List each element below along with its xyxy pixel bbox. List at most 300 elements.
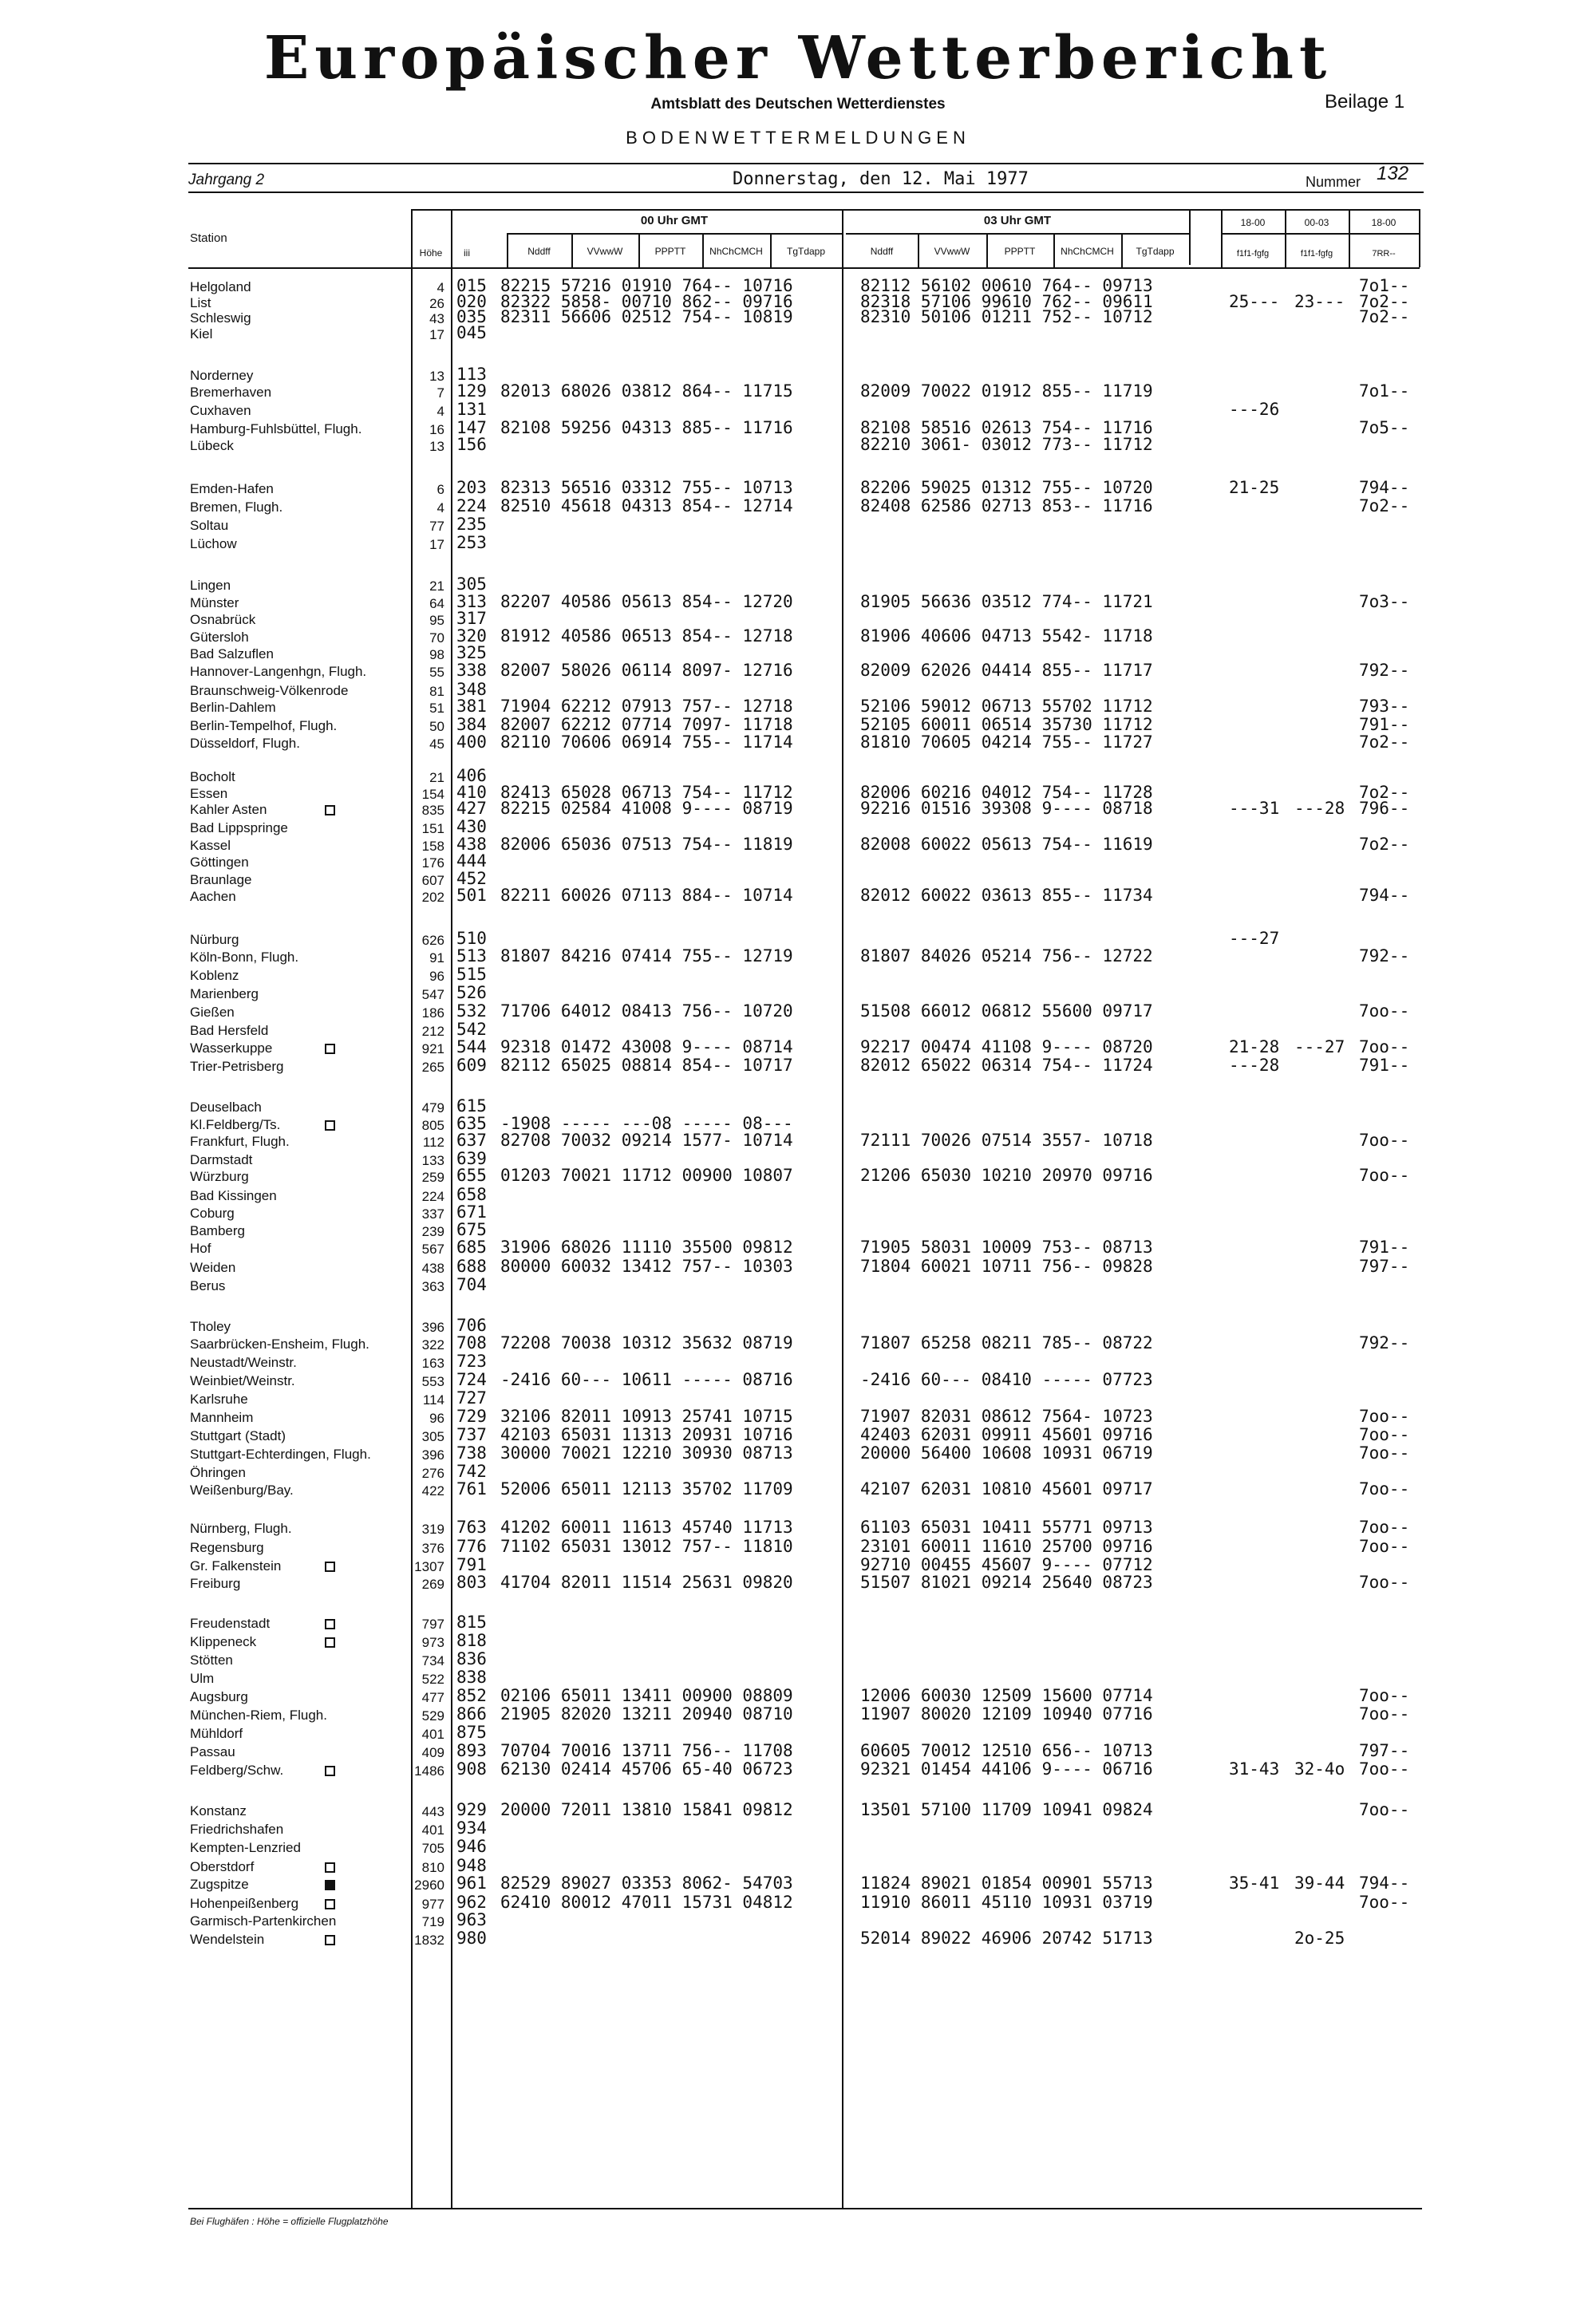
footnote: Bei Flughäfen : Höhe = offizielle Flugplatzhöhe (190, 2216, 389, 2227)
header-00-sub-1: VVwwW (587, 246, 623, 257)
station-altitude: 479 (421, 1100, 444, 1115)
station-altitude: 13 (429, 369, 444, 384)
extra-18-00: 35-41 (1229, 1874, 1280, 1893)
station-name: Saarbrücken-Ensheim, Flugh. (190, 1337, 369, 1352)
header-03-sub-0: Nddff (870, 246, 894, 257)
extra-rr: 7oo-- (1359, 1166, 1410, 1185)
obs-03-utc: 71807 65258 08211 785-- 08722 (860, 1333, 1153, 1352)
obs-00-utc: 81912 40586 06513 854-- 12718 (500, 626, 793, 646)
station-iii: 444 (456, 851, 487, 871)
extra-rr: 7oo-- (1359, 1686, 1410, 1705)
station-altitude: 154 (421, 787, 444, 802)
station-altitude: 43 (429, 311, 444, 326)
extra-rr: 7o3-- (1359, 592, 1410, 611)
station-name: Bocholt (190, 769, 235, 784)
obs-00-utc: 41202 60011 11613 45740 11713 (500, 1518, 793, 1537)
station-altitude: 443 (421, 1804, 444, 1819)
station-name: Kassel (190, 838, 231, 853)
station-name: Hannover-Langenhgn, Flugh. (190, 664, 367, 679)
station-name: Deuselbach (190, 1100, 262, 1115)
obs-03-utc: 82310 50106 01211 752-- 10712 (860, 307, 1153, 326)
station-name: Stötten (190, 1653, 233, 1668)
extra-rr: 7oo-- (1359, 1443, 1410, 1463)
station-name: Kiel (190, 326, 213, 342)
station-altitude: 705 (421, 1841, 444, 1856)
header-03-sub-3: NhChCMCH (1061, 246, 1114, 257)
station-name: Bad Hersfeld (190, 1023, 269, 1038)
station-iii: 253 (456, 533, 487, 552)
station-name: Coburg (190, 1206, 235, 1221)
station-iii: 875 (456, 1723, 487, 1742)
obs-03-utc: 51507 81021 09214 25640 08723 (860, 1573, 1153, 1592)
obs-03-utc: 81906 40606 04713 5542- 11718 (860, 626, 1153, 646)
obs-03-utc: 71907 82031 08612 7564- 10723 (860, 1407, 1153, 1426)
station-altitude: 1832 (414, 1933, 444, 1948)
station-iii: 655 (456, 1166, 487, 1185)
col-line-x4 (1419, 209, 1420, 267)
header-iii: iii (464, 247, 470, 259)
extra-mid-line (1221, 233, 1420, 235)
station-iii: 542 (456, 1020, 487, 1039)
station-name: Nürburg (190, 932, 239, 947)
obs-03-utc: 82006 60216 04012 754-- 11728 (860, 783, 1153, 802)
extra-rr: 791-- (1359, 715, 1410, 734)
open-square-icon (325, 1562, 335, 1572)
extra-rr: 7o1-- (1359, 276, 1410, 295)
station-iii: 637 (456, 1131, 487, 1150)
obs-00-utc: 41704 82011 11514 25631 09820 (500, 1573, 793, 1592)
station-name: Lübeck (190, 438, 234, 453)
nummer-label: Nummer (1306, 174, 1361, 190)
station-name: Klippeneck (190, 1634, 257, 1649)
extra-00-03: 23--- (1294, 292, 1345, 311)
obs-03-utc: 42403 62031 09911 45601 09716 (860, 1425, 1153, 1444)
nummer-value: 132 (1377, 163, 1409, 184)
station-altitude: 322 (421, 1337, 444, 1352)
obs-03-utc: 13501 57100 11709 10941 09824 (860, 1800, 1153, 1819)
extra-00-03: ---28 (1294, 799, 1345, 818)
station-name: Bamberg (190, 1223, 245, 1238)
station-name: Freiburg (190, 1576, 241, 1591)
station-iii: 609 (456, 1056, 487, 1075)
header-03-sub-2: PPPTT (1004, 246, 1036, 257)
station-name: Braunlage (190, 872, 252, 887)
extra-rr: 7o2-- (1359, 292, 1410, 311)
station-altitude: 114 (422, 1392, 444, 1408)
station-altitude: 337 (421, 1206, 444, 1222)
station-iii: 015 (456, 276, 487, 295)
station-altitude: 269 (421, 1577, 444, 1592)
station-iii: 438 (456, 835, 487, 854)
station-altitude: 17 (429, 537, 444, 552)
extra-rr: 7oo-- (1359, 1893, 1410, 1912)
station-altitude: 212 (421, 1024, 444, 1039)
extra-rr: 792-- (1359, 1333, 1410, 1352)
header-00-sub-0: Nddff (527, 246, 551, 257)
col-line-03 (842, 209, 843, 2208)
station-name: Weinbiet/Weinstr. (190, 1373, 295, 1388)
obs-00-utc: -2416 60--- 10611 ----- 08716 (500, 1370, 793, 1389)
obs-00-utc: 62130 02414 45706 65-40 06723 (500, 1759, 793, 1779)
obs-03-utc: 71804 60021 10711 756-- 09828 (860, 1257, 1153, 1276)
station-iii: 934 (456, 1818, 487, 1838)
obs-03-utc: 51508 66012 06812 55600 09717 (860, 1001, 1153, 1021)
obs-00-utc: 82112 65025 08814 854-- 10717 (500, 1056, 793, 1075)
extra-18-00: ---28 (1229, 1056, 1280, 1075)
obs-00-utc: 32106 82011 10913 25741 10715 (500, 1407, 793, 1426)
station-iii: 763 (456, 1518, 487, 1537)
station-altitude: 4 (437, 404, 444, 419)
obs-03-utc: 52105 60011 06514 35730 11712 (860, 715, 1153, 734)
obs-03-utc: 81810 70605 04214 755-- 11727 (860, 732, 1153, 752)
extra-rr: 794-- (1359, 478, 1410, 497)
station-iii: 510 (456, 929, 487, 948)
station-name: Braunschweig-Völkenrode (190, 683, 349, 698)
station-altitude: 7 (437, 385, 444, 401)
obs-03-utc: 61103 65031 10411 55771 09713 (860, 1518, 1153, 1537)
extra-rr: 7oo-- (1359, 1479, 1410, 1499)
station-iii: 852 (456, 1686, 487, 1705)
station-altitude: 158 (421, 839, 444, 854)
station-altitude: 567 (421, 1242, 444, 1257)
obs-03-utc: 92217 00474 41108 9---- 08720 (860, 1037, 1153, 1056)
station-altitude: 239 (421, 1224, 444, 1239)
extra-rr: 7o1-- (1359, 381, 1410, 401)
station-iii: 129 (456, 381, 487, 401)
station-name: Soltau (190, 518, 229, 533)
open-square-icon (325, 1935, 335, 1945)
station-name: Koblenz (190, 968, 239, 983)
station-iii: 738 (456, 1443, 487, 1463)
open-square-icon (325, 805, 335, 815)
station-name: Gr. Falkenstein (190, 1558, 282, 1574)
obs-00-utc: 82510 45618 04313 854-- 12714 (500, 496, 793, 515)
station-iii: 929 (456, 1800, 487, 1819)
obs-03-utc: 82012 65022 06314 754-- 11724 (860, 1056, 1153, 1075)
station-name: Regensburg (190, 1540, 264, 1555)
station-iii: 224 (456, 496, 487, 515)
obs-03-utc: 82408 62586 02713 853-- 11716 (860, 496, 1153, 515)
station-iii: 818 (456, 1631, 487, 1650)
station-name: Freudenstadt (190, 1616, 271, 1631)
obs-03-utc: 82318 57106 99610 762-- 09611 (860, 292, 1153, 311)
station-iii: 235 (456, 515, 487, 534)
station-name: Emden-Hafen (190, 481, 274, 496)
obs-00-utc: 82007 62212 07714 7097- 11718 (500, 715, 793, 734)
group03-line (846, 233, 1189, 235)
station-iii: 658 (456, 1185, 487, 1204)
station-altitude: 16 (429, 422, 444, 437)
station-name: Gießen (190, 1005, 235, 1020)
header-03-sub-4: TgTdapp (1136, 246, 1175, 257)
obs-00-utc: 82007 58026 06114 8097- 12716 (500, 661, 793, 680)
obs-03-utc: 82009 70022 01912 855-- 11719 (860, 381, 1153, 401)
header-extra-bot-0: f1f1-fgfg (1236, 249, 1270, 259)
station-altitude: 422 (421, 1483, 444, 1499)
station-name: Hohenpeißenberg (190, 1896, 299, 1911)
obs-00-utc: -1908 ----- ---08 ----- 08--- (500, 1114, 793, 1133)
obs-03-utc: 52014 89022 46906 20742 51713 (860, 1929, 1153, 1948)
extra-rr: 7oo-- (1359, 1131, 1410, 1150)
station-name: Hof (190, 1241, 211, 1256)
col-line-end03 (1189, 209, 1191, 265)
station-iii: 325 (456, 643, 487, 662)
station-name: Zugspitze (190, 1877, 249, 1892)
station-altitude: 265 (421, 1060, 444, 1075)
station-altitude: 835 (421, 803, 444, 818)
station-altitude: 438 (421, 1261, 444, 1276)
obs-03-utc: 82008 60022 05613 754-- 11619 (860, 835, 1153, 854)
obs-00-utc: 52006 65011 12113 35702 11709 (500, 1479, 793, 1499)
extra-00-03: 39-44 (1294, 1874, 1345, 1893)
station-altitude: 1307 (414, 1559, 444, 1574)
extra-rr: 7o2-- (1359, 496, 1410, 515)
station-name: Düsseldorf, Flugh. (190, 736, 300, 751)
station-iii: 737 (456, 1425, 487, 1444)
station-iii: 035 (456, 307, 487, 326)
station-iii: 452 (456, 869, 487, 888)
header-extra-top-2: 18-00 (1371, 217, 1396, 228)
extra-rr: 7o2-- (1359, 835, 1410, 854)
station-name: Wasserkuppe (190, 1040, 273, 1056)
obs-00-utc: 21905 82020 13211 20940 08710 (500, 1704, 793, 1724)
station-name: Münster (190, 595, 239, 610)
station-iii: 980 (456, 1929, 487, 1948)
obs-03-utc: 42107 62031 10810 45601 09717 (860, 1479, 1153, 1499)
station-name: List (190, 295, 211, 310)
station-iii: 430 (456, 817, 487, 836)
station-iii: 724 (456, 1370, 487, 1389)
extra-rr: 794-- (1359, 1874, 1410, 1893)
station-altitude: 50 (429, 719, 444, 734)
obs-00-utc: 20000 72011 13810 15841 09812 (500, 1800, 793, 1819)
station-name: Kempten-Lenzried (190, 1840, 301, 1855)
station-name: Lingen (190, 578, 231, 593)
station-altitude: 45 (429, 736, 444, 752)
station-name: Passau (190, 1744, 235, 1759)
station-name: Nürnberg, Flugh. (190, 1521, 292, 1536)
obs-03-utc: 92216 01516 39308 9---- 08718 (860, 799, 1153, 818)
obs-03-utc: 82012 60022 03613 855-- 11734 (860, 886, 1153, 905)
extra-rr: 7oo-- (1359, 1518, 1410, 1537)
station-altitude: 810 (421, 1860, 444, 1875)
obs-00-utc: 82322 5858- 00710 862-- 09716 (500, 292, 793, 311)
station-name: Bremerhaven (190, 385, 272, 400)
header-03-sub-1: VVwwW (934, 246, 970, 257)
extra-18-00: 21-28 (1229, 1037, 1280, 1056)
station-name: Weiden (190, 1260, 236, 1275)
extra-rr: 7o2-- (1359, 783, 1410, 802)
obs-03-utc: 23101 60011 11610 25700 09716 (860, 1537, 1153, 1556)
extra-rr: 791-- (1359, 1238, 1410, 1257)
group00-line (507, 233, 842, 235)
station-altitude: 529 (421, 1708, 444, 1724)
station-name: Aachen (190, 889, 236, 904)
station-altitude: 805 (421, 1118, 444, 1133)
header-hoehe: Höhe (419, 247, 443, 259)
station-name: Göttingen (190, 855, 249, 870)
obs-00-utc: 82215 02584 41008 9---- 08719 (500, 799, 793, 818)
obs-00-utc: 82211 60026 07113 884-- 10714 (500, 886, 793, 905)
station-altitude: 186 (421, 1005, 444, 1021)
station-iii: 866 (456, 1704, 487, 1724)
table-top-line (411, 209, 1420, 211)
station-altitude: 553 (421, 1374, 444, 1389)
station-altitude: 21 (429, 578, 444, 594)
station-iii: 962 (456, 1893, 487, 1912)
obs-03-utc: 82210 3061- 03012 773-- 11712 (860, 435, 1153, 454)
station-altitude: 797 (421, 1617, 444, 1632)
extra-rr: 794-- (1359, 886, 1410, 905)
obs-00-utc: 62410 80012 47011 15731 04812 (500, 1893, 793, 1912)
station-name: Würzburg (190, 1169, 249, 1184)
bottom-rule (188, 2208, 1422, 2209)
obs-00-utc: 80000 60032 13412 757-- 10303 (500, 1257, 793, 1276)
station-name: Bremen, Flugh. (190, 500, 283, 515)
open-square-icon (325, 1766, 335, 1776)
station-altitude: 202 (421, 890, 444, 905)
jahrgang-label: Jahrgang 2 (188, 172, 265, 188)
station-iii: 803 (456, 1573, 487, 1592)
header-00-sub-2: PPPTT (654, 246, 686, 257)
station-iii: 348 (456, 680, 487, 699)
extra-rr: 797-- (1359, 1257, 1410, 1276)
extra-rr: 797-- (1359, 1741, 1410, 1760)
station-iii: 635 (456, 1114, 487, 1133)
station-altitude: 409 (421, 1745, 444, 1760)
date-label: Donnerstag, den 12. Mai 1977 (733, 169, 1029, 189)
station-altitude: 626 (421, 933, 444, 948)
station-iii: 544 (456, 1037, 487, 1056)
header-extra-bot-1: f1f1-fgfg (1300, 249, 1333, 259)
obs-03-utc: 71905 58031 10009 753-- 08713 (860, 1238, 1153, 1257)
extra-rr: 7o2-- (1359, 732, 1410, 752)
extra-rr: 7oo-- (1359, 1425, 1410, 1444)
obs-03-utc: 72111 70026 07514 3557- 10718 (860, 1131, 1153, 1150)
obs-00-utc: 72208 70038 10312 35632 08719 (500, 1333, 793, 1352)
station-altitude: 607 (421, 873, 444, 888)
obs-00-utc: 82108 59256 04313 885-- 11716 (500, 418, 793, 437)
obs-00-utc: 82311 56606 02512 754-- 10819 (500, 307, 793, 326)
obs-00-utc: 30000 70021 12210 30930 08713 (500, 1443, 793, 1463)
header-extra-top-0: 18-00 (1240, 217, 1266, 228)
extra-rr: 7oo-- (1359, 1001, 1410, 1021)
obs-03-utc: 11910 86011 45110 10931 03719 (860, 1893, 1153, 1912)
header-group00: 00 Uhr GMT (640, 214, 709, 227)
extra-rr: 7oo-- (1359, 1407, 1410, 1426)
station-iii: 836 (456, 1649, 487, 1668)
station-iii: 400 (456, 732, 487, 752)
station-altitude: 95 (429, 613, 444, 628)
station-iii: 946 (456, 1837, 487, 1856)
station-name: Berlin-Dahlem (190, 700, 276, 715)
obs-00-utc: 71904 62212 07913 757-- 12718 (500, 697, 793, 716)
obs-00-utc: 02106 65011 13411 00900 08809 (500, 1686, 793, 1705)
obs-00-utc: 42103 65031 11313 20931 10716 (500, 1425, 793, 1444)
subtitle: Amtsblatt des Deutschen Wetterdienstes (650, 96, 946, 113)
station-altitude: 1486 (414, 1763, 444, 1779)
station-name: Kl.Feldberg/Ts. (190, 1117, 281, 1132)
obs-03-utc: 60605 70012 12510 656-- 10713 (860, 1741, 1153, 1760)
obs-00-utc: 92318 01472 43008 9---- 08714 (500, 1037, 793, 1056)
extra-rr: 7oo-- (1359, 1759, 1410, 1779)
top-rule (188, 163, 1424, 164)
extra-rr: 791-- (1359, 1056, 1410, 1075)
header-00-sub-3: NhChCMCH (709, 246, 763, 257)
extra-18-00: ---27 (1229, 929, 1280, 948)
section-title: BODENWETTERMELDUNGEN (626, 128, 970, 148)
station-altitude: 2960 (414, 1878, 444, 1893)
station-altitude: 13 (429, 439, 444, 454)
station-iii: 384 (456, 715, 487, 734)
extra-00-03: 2o-25 (1294, 1929, 1345, 1948)
extra-rr: 7oo-- (1359, 1537, 1410, 1556)
station-iii: 532 (456, 1001, 487, 1021)
station-iii: 427 (456, 799, 487, 818)
obs-00-utc: 71102 65031 13012 757-- 11810 (500, 1537, 793, 1556)
station-name: Köln-Bonn, Flugh. (190, 950, 299, 965)
obs-03-utc: -2416 60--- 08410 ----- 07723 (860, 1370, 1153, 1389)
station-iii: 729 (456, 1407, 487, 1426)
obs-03-utc: 92321 01454 44106 9---- 06716 (860, 1759, 1153, 1779)
station-name: Schleswig (190, 310, 251, 326)
station-altitude: 176 (421, 855, 444, 871)
header-station: Station (190, 231, 227, 245)
station-name: Frankfurt, Flugh. (190, 1134, 290, 1149)
station-altitude: 55 (429, 665, 444, 680)
station-name: Garmisch-Partenkirchen (190, 1913, 337, 1929)
station-altitude: 51 (429, 701, 444, 716)
station-name: Konstanz (190, 1803, 247, 1818)
station-iii: 704 (456, 1275, 487, 1294)
obs-00-utc: 82708 70032 09214 1577- 10714 (500, 1131, 793, 1150)
obs-00-utc: 82013 68026 03812 864-- 11715 (500, 381, 793, 401)
obs-03-utc: 82009 62026 04414 855-- 11717 (860, 661, 1153, 680)
station-altitude: 276 (421, 1466, 444, 1481)
station-altitude: 112 (422, 1135, 444, 1150)
station-iii: 305 (456, 575, 487, 594)
station-name: München-Riem, Flugh. (190, 1708, 327, 1723)
station-name: Darmstadt (190, 1152, 253, 1167)
station-name: Stuttgart-Echterdingen, Flugh. (190, 1447, 371, 1462)
filled-square-icon (325, 1880, 335, 1890)
obs-00-utc: 82313 56516 03312 755-- 10713 (500, 478, 793, 497)
station-name: Oberstdorf (190, 1859, 255, 1874)
station-altitude: 96 (429, 1411, 444, 1426)
station-altitude: 151 (421, 821, 444, 836)
station-iii: 688 (456, 1257, 487, 1276)
station-name: Lüchow (190, 536, 237, 551)
station-name: Kahler Asten (190, 802, 267, 817)
station-name: Wendelstein (190, 1932, 265, 1947)
open-square-icon (325, 1619, 335, 1629)
station-altitude: 224 (421, 1189, 444, 1204)
obs-03-utc: 11907 80020 12109 10940 07716 (860, 1704, 1153, 1724)
station-name: Cuxhaven (190, 403, 251, 418)
station-iii: 020 (456, 292, 487, 311)
obs-00-utc: 70704 70016 13711 756-- 11708 (500, 1741, 793, 1760)
station-name: Bad Kissingen (190, 1188, 277, 1203)
station-name: Essen (190, 786, 228, 801)
station-iii: 156 (456, 435, 487, 454)
open-square-icon (325, 1044, 335, 1054)
station-name: Bad Lippspringe (190, 820, 288, 835)
station-iii: 761 (456, 1479, 487, 1499)
obs-03-utc: 81905 56636 03512 774-- 11721 (860, 592, 1153, 611)
obs-00-utc: 31906 68026 11110 35500 09812 (500, 1238, 793, 1257)
obs-03-utc: 81807 84026 05214 756-- 12722 (860, 946, 1153, 965)
station-iii: 615 (456, 1096, 487, 1115)
